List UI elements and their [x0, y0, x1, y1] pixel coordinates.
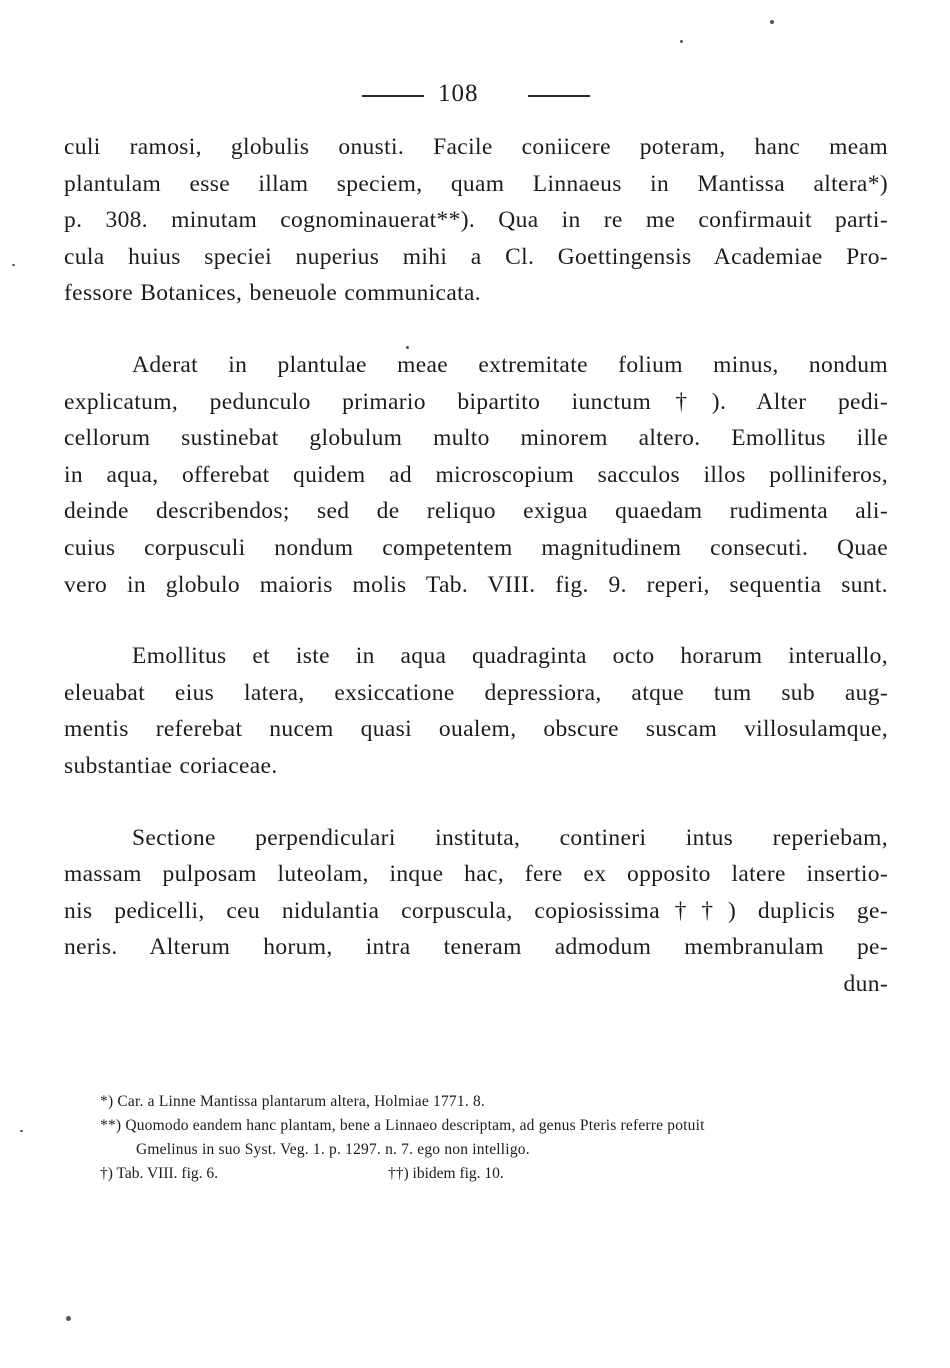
- paragraph-2: [64, 347, 888, 603]
- paragraph-gap: [64, 785, 888, 820]
- text-line: massam pulposam luteolam, inque hac, fere ex opposito latere insertio-: [64, 861, 888, 888]
- page-number: 108: [438, 80, 479, 107]
- text-line: vero in globulo maioris molis Tab. VIII. fig. 9. reperi, sequentia sunt.: [64, 571, 888, 598]
- footnote-2-continuation: Gmelinus in suo Syst. Veg. 1. p. 1297. n. 7. ego non intelligo.: [136, 1141, 530, 1158]
- text-line: eleuabat eius latera, exsiccatione depressiora, atque tum sub aug-: [64, 679, 888, 706]
- text-line: explicatum, pedunculo primario bipartito iunctum†). Alter pedi-: [64, 388, 888, 415]
- paper-speck: [406, 346, 409, 349]
- text-line: fessore Botanices, beneuole communicata.: [64, 280, 482, 307]
- text-line: neris. Alterum horum, intra teneram admodum membranulam pe-: [64, 934, 888, 961]
- text-line: Emollitus et iste in aqua quadraginta octo horarum interuallo,: [132, 643, 888, 670]
- paper-speck: [66, 1316, 71, 1321]
- header-rule-right: [528, 95, 590, 97]
- text-line: cula huius speciei nuperius mihi a Cl. Goettingensis Academiae Pro-: [64, 243, 888, 270]
- text-line: Aderat in plantulae meae extremitate folium minus, nondum: [132, 351, 888, 378]
- footnote-3: †) Tab. VIII. fig. 6.: [100, 1165, 219, 1182]
- text-line: culi ramosi, globulis onusti. Facile coniicere poteram, hanc meam: [64, 134, 888, 160]
- text-line: deinde describendos; sed de reliquo exigua quaedam rudimenta ali-: [64, 498, 888, 525]
- paper-speck: [12, 264, 15, 266]
- footnote-2: **) Quomodo eandem hanc plantam, bene a Linnaeo descriptam, ad genus Pteris referre potuit: [100, 1117, 705, 1134]
- paragraph-1: [64, 129, 888, 312]
- paragraph-4: [64, 820, 888, 1003]
- text-line: p. 308. minutam cognominauerat**). Qua in re me confirmauit parti-: [64, 207, 888, 234]
- paper-speck: [680, 40, 683, 43]
- footnote-row: [100, 1162, 890, 1186]
- paragraph-gap: [64, 603, 888, 638]
- body-text: [64, 129, 888, 1002]
- page-header: [0, 78, 950, 112]
- paragraph-3: [64, 638, 888, 784]
- footnotes: [100, 1090, 890, 1186]
- text-line: mentis referebat nucem quasi oualem, obscure suscam villosulamque,: [64, 716, 888, 743]
- text-line: nis pedicelli, ceu nidulantia corpuscula, copiosissima††) duplicis ge-: [64, 897, 888, 924]
- text-line: substantiae coriaceae.: [64, 752, 278, 779]
- paragraph-gap: [64, 312, 888, 347]
- footnote-4: ††) ibidem fig. 10.: [388, 1165, 504, 1182]
- text-line: cellorum sustinebat globulum multo minorem altero. Emollitus ille: [64, 425, 888, 452]
- header-rule-left: [362, 95, 424, 97]
- paper-speck: [20, 1130, 23, 1132]
- catchword: dun-: [843, 970, 888, 997]
- text-line: plantulam esse illam speciem, quam Linnaeus in Mantissa altera*): [64, 170, 888, 197]
- footnote-1: *) Car. a Linne Mantissa plantarum altera, Holmiae 1771. 8.: [100, 1093, 485, 1110]
- text-line: cuius corpusculi nondum competentem magnitudinem consecuti. Quae: [64, 534, 888, 561]
- paper-speck: [770, 20, 774, 24]
- text-line: in aqua, offerebat quidem ad microscopium sacculos illos polliniferos,: [64, 461, 888, 488]
- text-line: Sectione perpendiculari instituta, contineri intus reperiebam,: [132, 824, 888, 851]
